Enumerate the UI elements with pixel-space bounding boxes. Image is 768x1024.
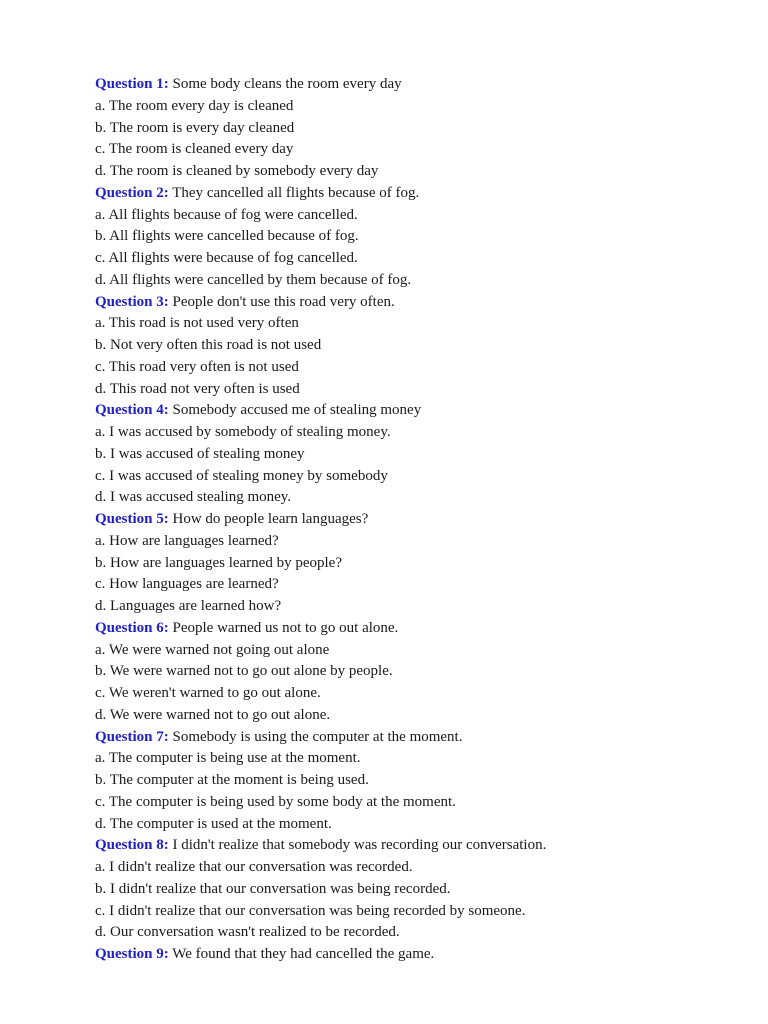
question-prompt: How do people learn languages? bbox=[172, 511, 369, 527]
question-label: Question 6: bbox=[95, 619, 169, 636]
question-label: Question 7: bbox=[95, 728, 169, 745]
answer-option-d: d. This road not very often is used bbox=[95, 380, 300, 397]
answer-option-a: a. This road is not used very often bbox=[95, 315, 299, 332]
answer-option-a: a. The computer is being use at the moment. bbox=[95, 750, 361, 767]
question-block-8 bbox=[95, 835, 745, 944]
answer-option-c: c. The computer is being used by some body at the moment. bbox=[95, 793, 456, 810]
answer-option-d: d. All flights were cancelled by them because of fog. bbox=[95, 271, 412, 288]
answer-option-a: a. I was accused by somebody of stealing money. bbox=[95, 424, 391, 440]
question-line bbox=[95, 727, 745, 749]
answer-option-b: b. We were warned not to go out alone by people. bbox=[95, 663, 393, 680]
answer-option-c: c. I didn't realize that our conversation was being recorded by someone. bbox=[95, 902, 526, 919]
question-line bbox=[95, 74, 745, 96]
question-prompt: People don't use this road very often. bbox=[172, 293, 395, 310]
question-line bbox=[95, 292, 745, 314]
question-block-7 bbox=[95, 727, 745, 836]
question-block-2 bbox=[95, 183, 745, 292]
answer-option-c: c. I was accused of stealing money by somebody bbox=[95, 467, 388, 484]
quiz-page bbox=[95, 74, 745, 966]
answer-option-b: b. Not very often this road is not used bbox=[95, 337, 322, 353]
answer-option-d: d. We were warned not to go out alone. bbox=[95, 706, 331, 723]
question-prompt: They cancelled all flights because of fog. bbox=[172, 184, 420, 201]
question-line bbox=[95, 835, 745, 857]
answer-option-d: d. Languages are learned how? bbox=[95, 598, 282, 614]
question-prompt: Some body cleans the room every day bbox=[172, 76, 402, 92]
answer-option-c: c. The room is cleaned every day bbox=[95, 141, 294, 158]
question-label: Question 5: bbox=[95, 511, 169, 527]
question-label: Question 3: bbox=[95, 293, 169, 310]
question-line bbox=[95, 400, 745, 422]
answer-option-b: b. All flights were cancelled because of fog. bbox=[95, 228, 359, 245]
answer-option-b: b. I was accused of stealing money bbox=[95, 445, 305, 462]
question-prompt: We found that they had cancelled the game. bbox=[172, 946, 435, 962]
question-line bbox=[95, 183, 745, 205]
answer-option-d: d. The computer is used at the moment. bbox=[95, 815, 332, 832]
question-line bbox=[95, 944, 745, 966]
answer-option-a: a. We were warned not going out alone bbox=[95, 641, 330, 658]
answer-option-b: b. How are languages learned by people? bbox=[95, 554, 342, 571]
question-label: Question 4: bbox=[95, 402, 169, 419]
answer-option-c: c. This road very often is not used bbox=[95, 358, 299, 375]
question-block-3 bbox=[95, 292, 745, 401]
question-block-5 bbox=[95, 509, 745, 618]
question-prompt: Somebody is using the computer at the moment. bbox=[172, 728, 463, 745]
answer-option-c: c. How languages are learned? bbox=[95, 576, 279, 593]
question-prompt: People warned us not to go out alone. bbox=[172, 619, 399, 636]
answer-option-a: a. All flights because of fog were cancelled. bbox=[95, 206, 358, 223]
question-label: Question 8: bbox=[95, 837, 169, 854]
answer-option-d: d. I was accused stealing money. bbox=[95, 489, 292, 506]
answer-option-b: b. I didn't realize that our conversation was being recorded. bbox=[95, 880, 451, 897]
answer-option-b: b. The computer at the moment is being used. bbox=[95, 772, 369, 788]
answer-option-b: b. The room is every day cleaned bbox=[95, 119, 295, 136]
answer-option-a: a. I didn't realize that our conversation was recorded. bbox=[95, 859, 413, 875]
question-line bbox=[95, 618, 745, 640]
answer-option-d: d. The room is cleaned by somebody every day bbox=[95, 163, 379, 179]
question-label: Question 1: bbox=[95, 76, 169, 92]
question-label: Question 9: bbox=[95, 946, 169, 962]
answer-option-c: c. We weren't warned to go out alone. bbox=[95, 685, 321, 701]
answer-option-d: d. Our conversation wasn't realized to be recorded. bbox=[95, 924, 400, 941]
question-block-6 bbox=[95, 618, 745, 727]
question-line bbox=[95, 509, 745, 531]
question-block-9 bbox=[95, 944, 745, 966]
question-label: Question 2: bbox=[95, 184, 169, 201]
answer-option-a: a. How are languages learned? bbox=[95, 532, 279, 549]
answer-option-c: c. All flights were because of fog cancelled. bbox=[95, 250, 358, 266]
question-block-1 bbox=[95, 74, 745, 183]
answer-option-a: a. The room every day is cleaned bbox=[95, 97, 294, 114]
question-prompt: Somebody accused me of stealing money bbox=[172, 402, 422, 419]
question-prompt: I didn't realize that somebody was recording our conversation. bbox=[172, 837, 547, 854]
question-block-4 bbox=[95, 400, 745, 509]
